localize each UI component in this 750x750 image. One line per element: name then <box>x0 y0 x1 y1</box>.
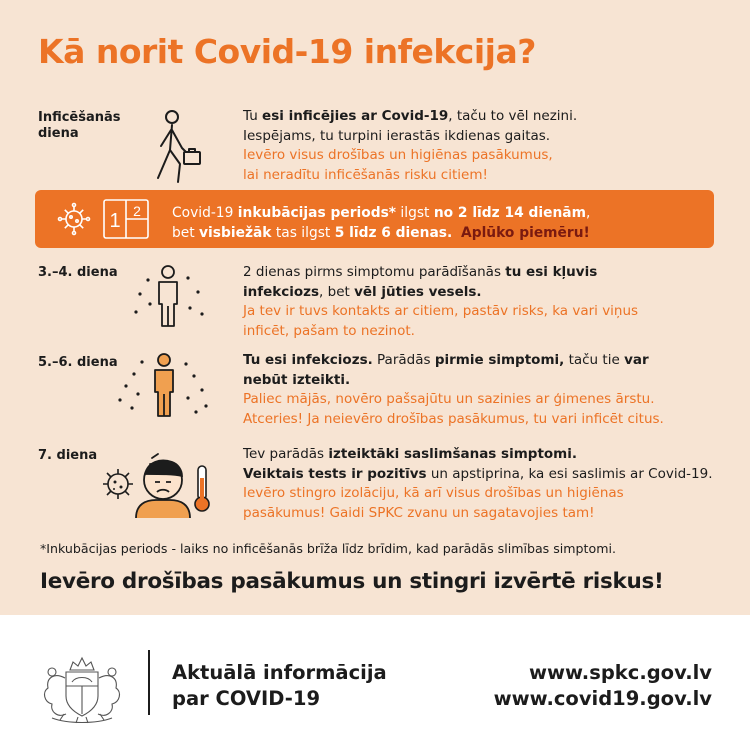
footer-links <box>494 660 712 712</box>
step-2-text: 2 dienas pirms simptomu parādīšanās tu esi kļuvis infekciozs, bet vēl jūties vesels. Ja tev ir tuvs kontakts ar citiem, pastāv risks, ka vari viņus inficēt, pašam to nezinot. <box>243 264 639 339</box>
infectious-person-icon <box>112 350 212 422</box>
spkc-link[interactable]: www.spkc.gov.lv <box>529 661 712 684</box>
footer-divider <box>148 650 150 715</box>
footnote: *Inkubācijas periods - laiks no inficēšanās brīža līdz brīdim, kad parādās slimības simptomi. <box>40 541 616 556</box>
example-link[interactable]: Aplūko piemēru! <box>461 224 590 241</box>
footer-info: Aktuālā informācija par COVID-19 <box>172 661 387 710</box>
day-label-3-4: 3.–4. diena <box>38 265 118 280</box>
step-1-text: Tu esi inficējies ar Covid-19, taču to vēl nezini. Iespējams, tu turpini ierastās ikdienas gaitas. Ievēro visus drošības un higiēnas pasākumus, lai neradītu inficēšanās risku citiem! <box>243 108 578 183</box>
step-3-text: Tu esi infekciozs. Parādās pirmie simptomi, taču tie var nebūt izteikti. Paliec mājās, novēro pašsajūtu un sazinies ar ģimenes ārstu. Atceries! Ja neievēro drošības pasākumus, tu vari inficēt citus. <box>243 352 664 427</box>
covid19-link[interactable]: www.covid19.gov.lv <box>493 687 712 710</box>
calendar-digit-2: 2 <box>133 203 141 219</box>
virus-icon <box>57 202 91 236</box>
person-icon <box>128 262 208 330</box>
step-4-text: Tev parādās izteiktāki saslimšanas simptomi. Veiktais tests ir pozitīvs un apstiprina, ka esi saslimis ar Covid-19. Ievēro stingro izolāciju, kā arī visus drošības un higiēnas pasākumus! Gaidi SPKC zvanu un sagatavojies tam! <box>243 446 713 521</box>
day-label-5-6: 5.–6. diena <box>38 355 118 370</box>
page-title: Kā norit Covid-19 infekcija? <box>38 32 536 71</box>
day-label-infection: Inficēšanās diena <box>38 110 121 141</box>
calendar-digit-1: 1 <box>109 210 121 232</box>
walking-person-icon <box>150 108 210 186</box>
coat-of-arms-icon <box>32 648 132 726</box>
day-label-7: 7. diena <box>38 448 98 463</box>
slogan: Ievēro drošības pasākumus un stingri izvērtē riskus! <box>40 569 664 594</box>
banner-text: Covid-19 inkubācijas periods* ilgst no 2 līdz 14 dienām, bet visbiežāk tas ilgst 5 līdz 6 dienas. Aplūko piemēru! <box>172 205 591 241</box>
calendar-icon <box>103 199 149 239</box>
sick-person-icon <box>100 444 215 522</box>
